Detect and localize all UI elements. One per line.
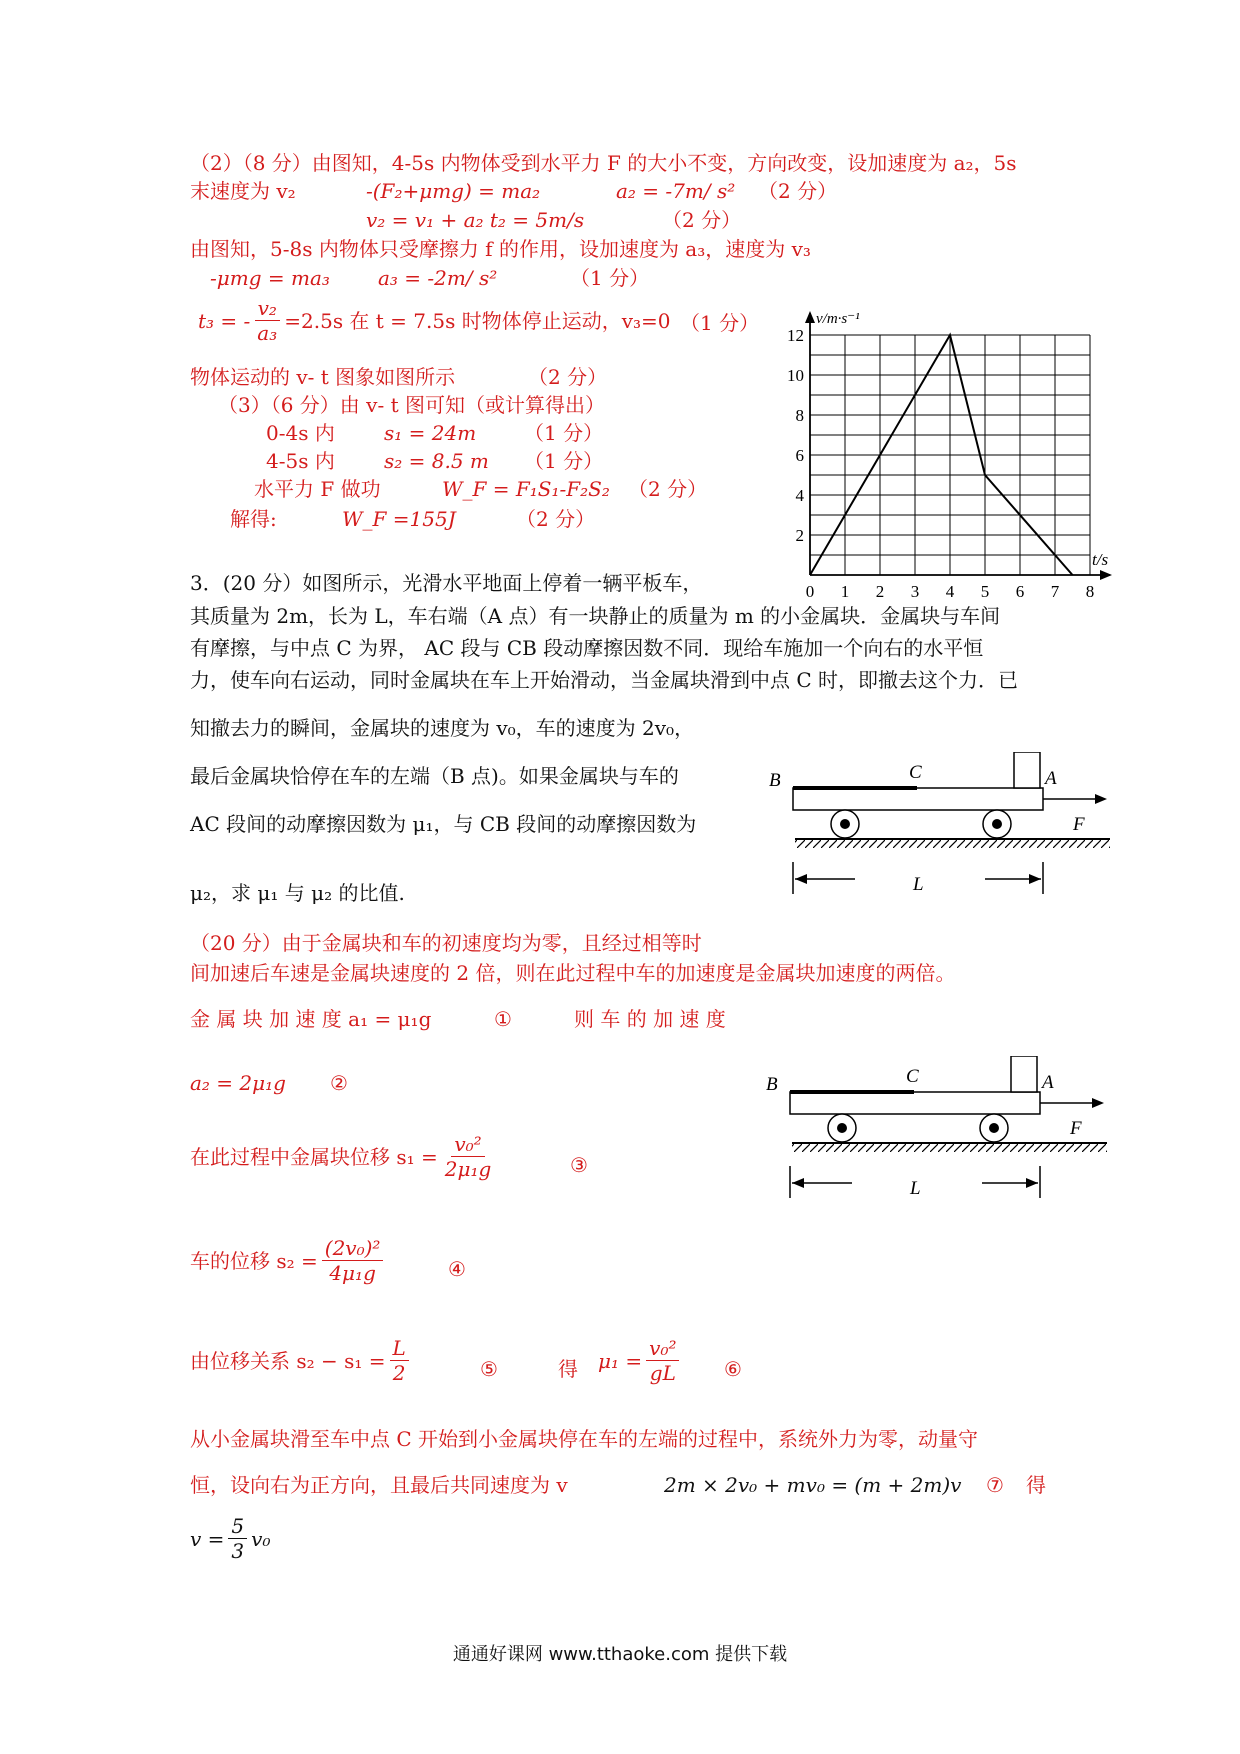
part3-line3-eq: s₂ = 8.5 m <box>384 449 489 473</box>
s2-fraction <box>322 1236 384 1285</box>
chart-ylabel: v/m·s⁻¹ <box>816 311 860 327</box>
solution-line10 <box>190 1514 270 1563</box>
mu1-fraction <box>646 1336 679 1385</box>
y-tick-label-2: 2 <box>795 526 804 545</box>
solution-mark-4: ④ <box>448 1257 466 1281</box>
v-label: v = <box>190 1526 225 1551</box>
wheel-right-hub <box>992 819 1002 829</box>
solution-mark-5: ⑤ <box>480 1357 498 1381</box>
part3-line4-label: 水平力 F 做功 <box>254 477 381 501</box>
part2-line2-eq1: -(F₂+μmg) = ma₂ <box>366 179 541 203</box>
cart-body <box>793 788 1043 810</box>
solution-mark-7: ⑦ <box>986 1473 1004 1497</box>
t3-label: t₃ = - <box>198 308 251 333</box>
l-half-fraction <box>390 1336 409 1385</box>
problem-line1: 3．(20 分）如图所示，光滑水平地面上停着一辆平板车， <box>190 571 703 595</box>
part2-line2-eq2: a₂ = -7m/ s² <box>616 179 736 203</box>
wheel-left-hub <box>840 819 850 829</box>
label-b: B <box>766 1074 778 1095</box>
part2-line3-eq: v₂ = v₁ + a₂ t₂ = 5m/s <box>366 208 585 232</box>
part3-line5-score: （2 分） <box>516 507 596 531</box>
s1-numerator: v₀² <box>451 1132 484 1157</box>
part2-line2-label: 末速度为 v₂ <box>190 179 296 203</box>
part3-line1: （3）（6 分）由 v- t 图可知（或计算得出） <box>218 393 605 417</box>
part3-line3-label: 4-5s 内 <box>266 449 335 473</box>
metal-block <box>1011 1056 1037 1092</box>
x-tick-label-7: 7 <box>1050 582 1060 600</box>
force-arrow-head <box>1092 1098 1104 1108</box>
x-axis-arrow <box>1100 570 1112 580</box>
x-tick-label-6: 6 <box>1015 582 1025 600</box>
wheel-left-hub <box>837 1123 847 1133</box>
x-tick-label-4: 4 <box>945 582 955 600</box>
s1-denominator: 2μ₁g <box>444 1157 492 1181</box>
t3-fraction <box>254 296 280 345</box>
ground-hatch <box>795 840 1110 848</box>
label-c: C <box>906 1066 919 1087</box>
problem-line5: 知撤去力的瞬间，金属块的速度为 v₀，车的速度为 2v₀， <box>190 716 695 740</box>
solution-line7-mu <box>598 1336 683 1385</box>
wheel-right-hub <box>989 1123 999 1133</box>
part3-line2-label: 0-4s 内 <box>266 421 335 445</box>
part3-line5-label: 解得: <box>230 507 277 531</box>
v-denominator: 3 <box>231 1539 245 1563</box>
part3-line5-eq: W_F =155J <box>342 507 456 531</box>
s2-numerator: (2v₀)² <box>322 1236 384 1261</box>
solution-mark-1: ① <box>494 1007 512 1031</box>
y-axis-arrow <box>805 311 815 323</box>
part2-line3-score: （2 分） <box>662 208 742 232</box>
part3-line4-score: （2 分） <box>628 477 708 501</box>
problem-line2: 其质量为 2m，长为 L，车右端（A 点）有一块静止的质量为 m 的小金属块．金属块与车间 <box>190 604 1001 628</box>
solution-line2: 间加速后车速是金属块速度的 2 倍，则在此过程中车的加速度是金属块加速度的两倍。 <box>190 961 956 985</box>
label-l: L <box>910 1178 921 1199</box>
x-tick-label-8: 8 <box>1085 582 1095 600</box>
displacement-relation-label: 由位移关系 s₂ − s₁ = <box>190 1348 386 1373</box>
s1-label: 在此过程中金属块位移 s₁ = <box>190 1144 438 1169</box>
l-half-numerator: L <box>390 1336 409 1361</box>
part2-line7-score: （2 分） <box>528 365 608 389</box>
part2-line5-eq1: -μmg = ma₃ <box>210 266 330 290</box>
x-tick-label-1: 1 <box>840 582 850 600</box>
v-factor: v₀ <box>251 1526 271 1551</box>
problem-line8: μ₂，求 μ₁ 与 μ₂ 的比值. <box>190 881 405 905</box>
label-a: A <box>1042 1072 1054 1093</box>
v-numerator: 5 <box>228 1514 247 1539</box>
footer-credit: 通通好课网 www.tthaoke.com 提供下载 <box>452 1644 788 1665</box>
y-tick-label-10: 10 <box>787 366 804 385</box>
part2-line6 <box>198 296 671 345</box>
solution-line9: 恒，设向右为正方向，且最后共同速度为 v <box>190 1473 568 1497</box>
solution-line7-de: 得 <box>558 1357 578 1381</box>
solution-line5 <box>190 1132 498 1181</box>
problem-line6: 最后金属块恰停在车的左端（B 点)。如果金属块与车的 <box>190 764 679 788</box>
problem-line3: 有摩擦，与中点 C 为界， AC 段与 CB 段动摩擦因数不同．现给车施加一个向右的水平恒 <box>190 636 984 660</box>
y-tick-label-6: 6 <box>795 446 804 465</box>
l-half-denominator: 2 <box>392 1361 406 1385</box>
solution-line6 <box>190 1236 387 1285</box>
mu1-denominator: gL <box>649 1361 676 1385</box>
solution-mark-3: ③ <box>570 1153 588 1177</box>
metal-block <box>1014 752 1040 788</box>
part2-line5-eq2: a₃ = -2m/ s² <box>378 266 498 290</box>
label-f: F <box>1073 814 1085 835</box>
chart-ticks <box>787 326 1094 600</box>
v-fraction <box>228 1514 247 1563</box>
part2-line2-score: （2 分） <box>758 179 838 203</box>
label-a: A <box>1045 768 1057 789</box>
x-tick-label-5: 5 <box>980 582 990 600</box>
momentum-equation: 2m × 2v₀ + mv₀ = (m + 2m)v <box>664 1473 962 1497</box>
cart-body <box>790 1092 1040 1114</box>
cart-figure-1 <box>765 752 1125 902</box>
y-tick-label-8: 8 <box>795 406 804 425</box>
part3-line4-eq: W_F = F₁S₁-F₂S₂ <box>442 477 610 501</box>
t3-denominator: a₃ <box>257 321 278 345</box>
part3-line2-eq: s₁ = 24m <box>384 421 477 445</box>
s2-label: 车的位移 s₂ = <box>190 1248 318 1273</box>
part2-line7: 物体运动的 v- t 图象如图所示 <box>190 365 456 389</box>
cart-figure-2 <box>762 1056 1122 1206</box>
part2-line6-score: （1 分） <box>680 311 760 335</box>
ground-hatch <box>792 1144 1107 1152</box>
mu1-label: μ₁ = <box>598 1348 643 1373</box>
vt-chart <box>770 300 1120 600</box>
y-tick-label-4: 4 <box>795 486 804 505</box>
solution-line1: （20 分）由于金属块和车的初速度均为零，且经过相等时 <box>190 931 702 955</box>
part3-line3-score: （1 分） <box>524 449 604 473</box>
x-tick-label-2: 2 <box>875 582 885 600</box>
solution-line7 <box>190 1336 413 1385</box>
mu1-numerator: v₀² <box>646 1336 679 1361</box>
solution-line8: 从小金属块滑至车中点 C 开始到小金属块停在车的左端的过程中，系统外力为零，动量守 <box>190 1427 979 1451</box>
chart-grid <box>805 311 1112 580</box>
solution-line3: 金 属 块 加 速 度 a₁ = μ₁g <box>190 1007 432 1031</box>
solution-line4: a₂ = 2μ₁g <box>190 1071 286 1095</box>
x-tick-label-0: 0 <box>805 582 815 600</box>
y-tick-label-12: 12 <box>787 326 804 345</box>
solution-line3-tail: 则 车 的 加 速 度 <box>574 1007 726 1031</box>
part3-line2-score: （1 分） <box>524 421 604 445</box>
s2-denominator: 4μ₁g <box>329 1261 376 1285</box>
part2-line4: 由图知，5-8s 内物体只受摩擦力 f 的作用，设加速度为 a₃，速度为 v₃ <box>190 237 811 261</box>
label-l: L <box>913 874 924 895</box>
problem-line7: AC 段间的动摩擦因数为 μ₁，与 CB 段间的动摩擦因数为 <box>190 812 697 836</box>
x-tick-label-3: 3 <box>910 582 920 600</box>
solution-mark-6: ⑥ <box>724 1357 742 1381</box>
s1-fraction <box>442 1132 495 1181</box>
t3-numerator: v₂ <box>255 296 280 321</box>
solution-line9-de: 得 <box>1026 1473 1046 1497</box>
label-c: C <box>909 762 922 783</box>
chart-xlabel: t/s <box>1092 550 1109 569</box>
label-b: B <box>769 770 781 791</box>
part2-line1: （2）（8 分）由图知，4-5s 内物体受到水平力 F 的大小不变，方向改变，设加速度为 a₂，5s <box>190 151 1017 175</box>
t3-result: =2.5s 在 t = 7.5s 时物体停止运动，v₃=0 <box>284 308 671 333</box>
problem-line4: 力，使车向右运动，同时金属块在车上开始滑动，当金属块滑到中点 C 时，即撤去这个力．已 <box>190 668 1019 692</box>
solution-mark-2: ② <box>330 1071 348 1095</box>
label-f: F <box>1070 1118 1082 1139</box>
part2-line5-score: （1 分） <box>570 266 650 290</box>
force-arrow-head <box>1095 794 1107 804</box>
